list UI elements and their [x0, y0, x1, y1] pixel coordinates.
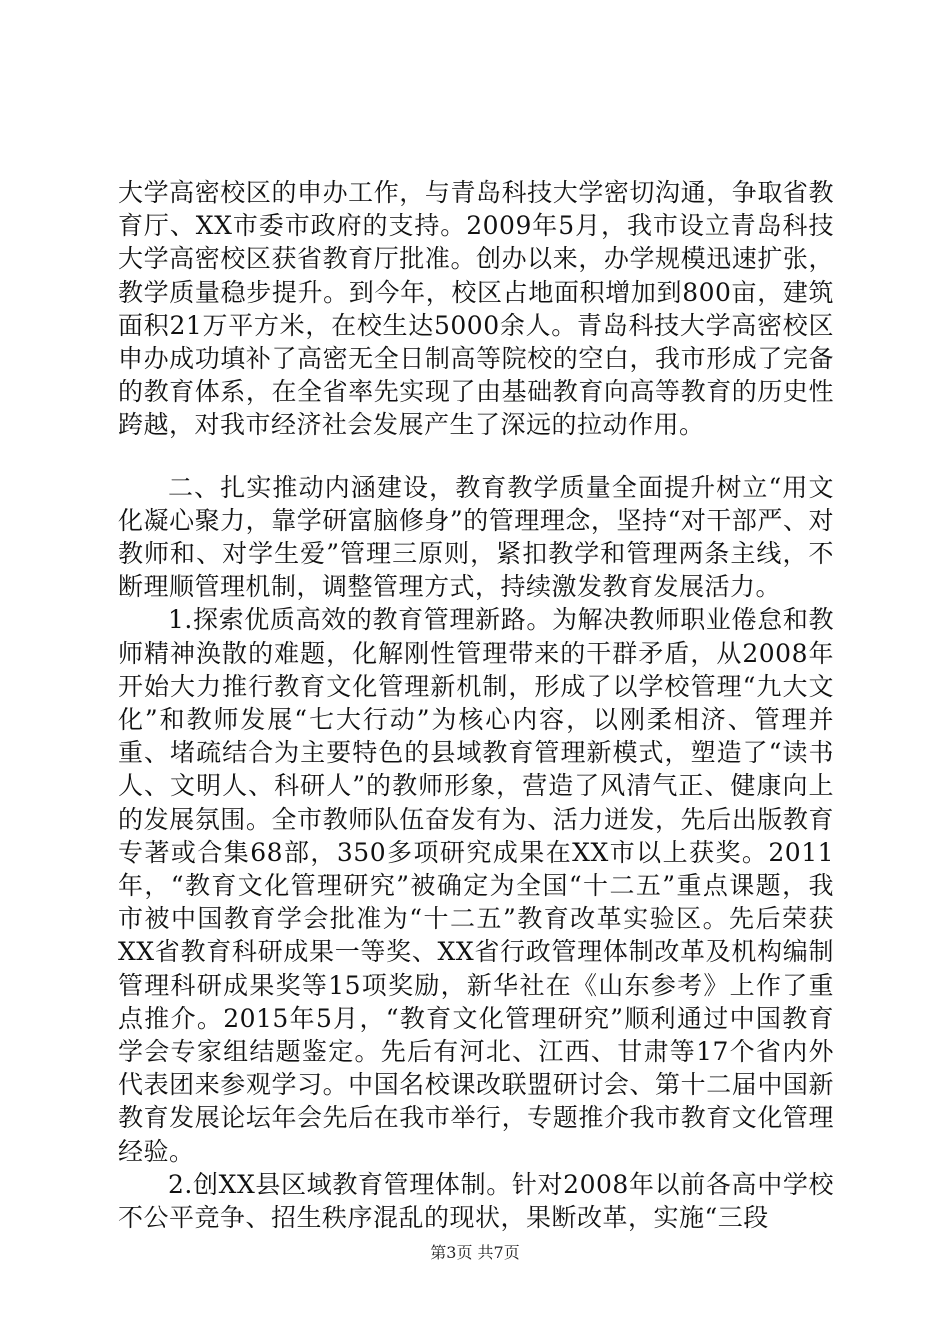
paragraph-spacer: [118, 442, 834, 471]
page-footer: 第3页 共7页: [430, 1243, 520, 1262]
section-heading-paragraph: 二、扎实推动内涵建设，教育教学质量全面提升树立“用文化凝心聚力，靠学研富脑修身”的管理理念，坚持“对干部严、对教师和、对学生爱”管理三原则，紧扣教学和管理两条主线，不断理顺管理机制，调整管理方式，持续激发教育发展活力。: [118, 472, 834, 602]
paragraph-item-2: 2.创XX县区域教育管理体制。针对2008年以前各高中学校不公平竞争、招生秩序混乱的现状，果断改革，实施“三段: [118, 1169, 834, 1233]
document-body: [118, 176, 834, 1234]
paragraph-continuation: 大学高密校区的申办工作，与青岛科技大学密切沟通，争取省教育厅、XX市委市政府的支持。2009年5月，我市设立青岛科技大学高密校区获省教育厅批准。创办以来，办学规模迅速扩张，教学质量稳步提升。到今年，校区占地面积增加到800亩，建筑面积21万平方米，在校生达5000余人。青岛科技大学高密校区申办成功填补了高密无全日制高等院校的空白，我市形成了完备的教育体系，在全省率先实现了由基础教育向高等教育的历史性跨越，对我市经济社会发展产生了深远的拉动作用。: [118, 178, 834, 440]
paragraph-item-1: 1.探索优质高效的教育管理新路。为解决教师职业倦怠和教师精神涣散的难题，化解刚性管理带来的干群矛盾，从2008年开始大力推行教育文化管理新机制，形成了以学校管理“九大文化”和教师发展“七大行动”为核心内容，以刚柔相济、管理并重、堵疏结合为主要特色的县域教育管理新模式，塑造了“读书人、文明人、科研人”的教师形象，营造了风清气正、健康向上的发展氛围。全市教师队伍奋发有为、活力迸发，先后出版教育专著或合集68部，350多项研究成果在XX市以上获奖。2011年，“教育文化管理研究”被确定为全国“十二五”重点课题，我市被中国教育学会批准为“十二五”教育改革实验区。先后荣获XX省教育科研成果一等奖、XX省行政管理体制改革及机构编制管理科研成果奖等15项奖励，新华社在《山东参考》上作了重点推介。2015年5月，“教育文化管理研究”顺利通过中国教育学会专家组结题鉴定。先后有河北、江西、甘肃等17个省内外代表团来参观学习。中国名校课改联盟研讨会、第十二届中国新教育发展论坛年会先后在我市举行，专题推介我市教育文化管理经验。: [118, 605, 834, 1166]
